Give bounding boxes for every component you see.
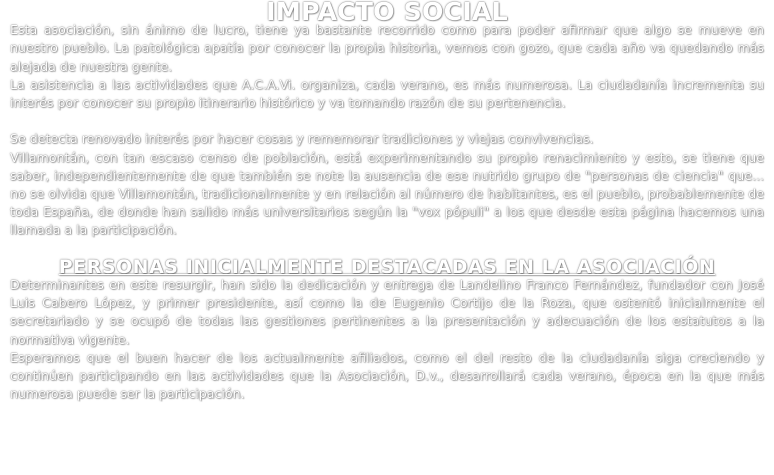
paragraph-interes: Se detecta renovado interés por hacer cosas y rememorar tradiciones y viejas convivencias. <box>10 131 594 147</box>
paragraph-determinantes: Determinantes en este resurgir, han sido la dedicación y entrega de Landelino Franco Fernández, fundador con José Luis Cabero López, y primer presidente, así como la de Eugenio Cortijo de la Roza, que ostentó inicialmente el secretariado y se ocupó de todas las gestiones pertinentes a la presentación y adecuación de los estatutos a la normativa vigente. <box>10 277 764 347</box>
section-title-personas-destacadas: PERSONAS INICIALMENTE DESTACADAS EN LA ASOCIACIÓN <box>58 255 716 278</box>
paragraph-intro: Esta asociación, sin ánimo de lucro, tiene ya bastante recorrido como para poder afirmar que algo se mueve en nuestro pueblo. La patológica apatía por conocer la propia historia, vemos con gozo, que cada año va quedando más alejada de nuestra gente. <box>10 22 764 74</box>
paragraph-villamontan: Villamontán, con tan escaso censo de población, está experimentando su propio renacimiento y esto, se tiene que saber, independientemente de que también se note la ausencia de ese nutrido grupo de "personas de ciencia" que... no se olvida que Villamontán, tradicionalmente y en relación al número de habitantes, es el pueblo, probablemente de toda España, de donde han salido más universitarios según la "vox pópuli" a los que desde esta página hacemos una llamada a la participación. <box>10 149 764 238</box>
paragraph-asistencia: La asistencia a las actividades que A.C.A.Vi. organiza, cada verano, es más numerosa. La ciudadanía incrementa su interés por conocer su propio itinerario histórico y va tomando razón de su pertenencia. <box>10 76 764 111</box>
paragraph-spacer <box>10 112 764 130</box>
section-title-impacto-social: IMPACTO SOCIAL <box>266 0 508 26</box>
paragraph-esperamos: Esperamos que el buen hacer de los actualmente afiliados, como el del resto de la ciudadanía siga creciendo y continúen participando en las actividades que la Asociación, D.v., desarrollará cada verano, época en la que más numerosa puede ser la participación. <box>10 349 764 402</box>
